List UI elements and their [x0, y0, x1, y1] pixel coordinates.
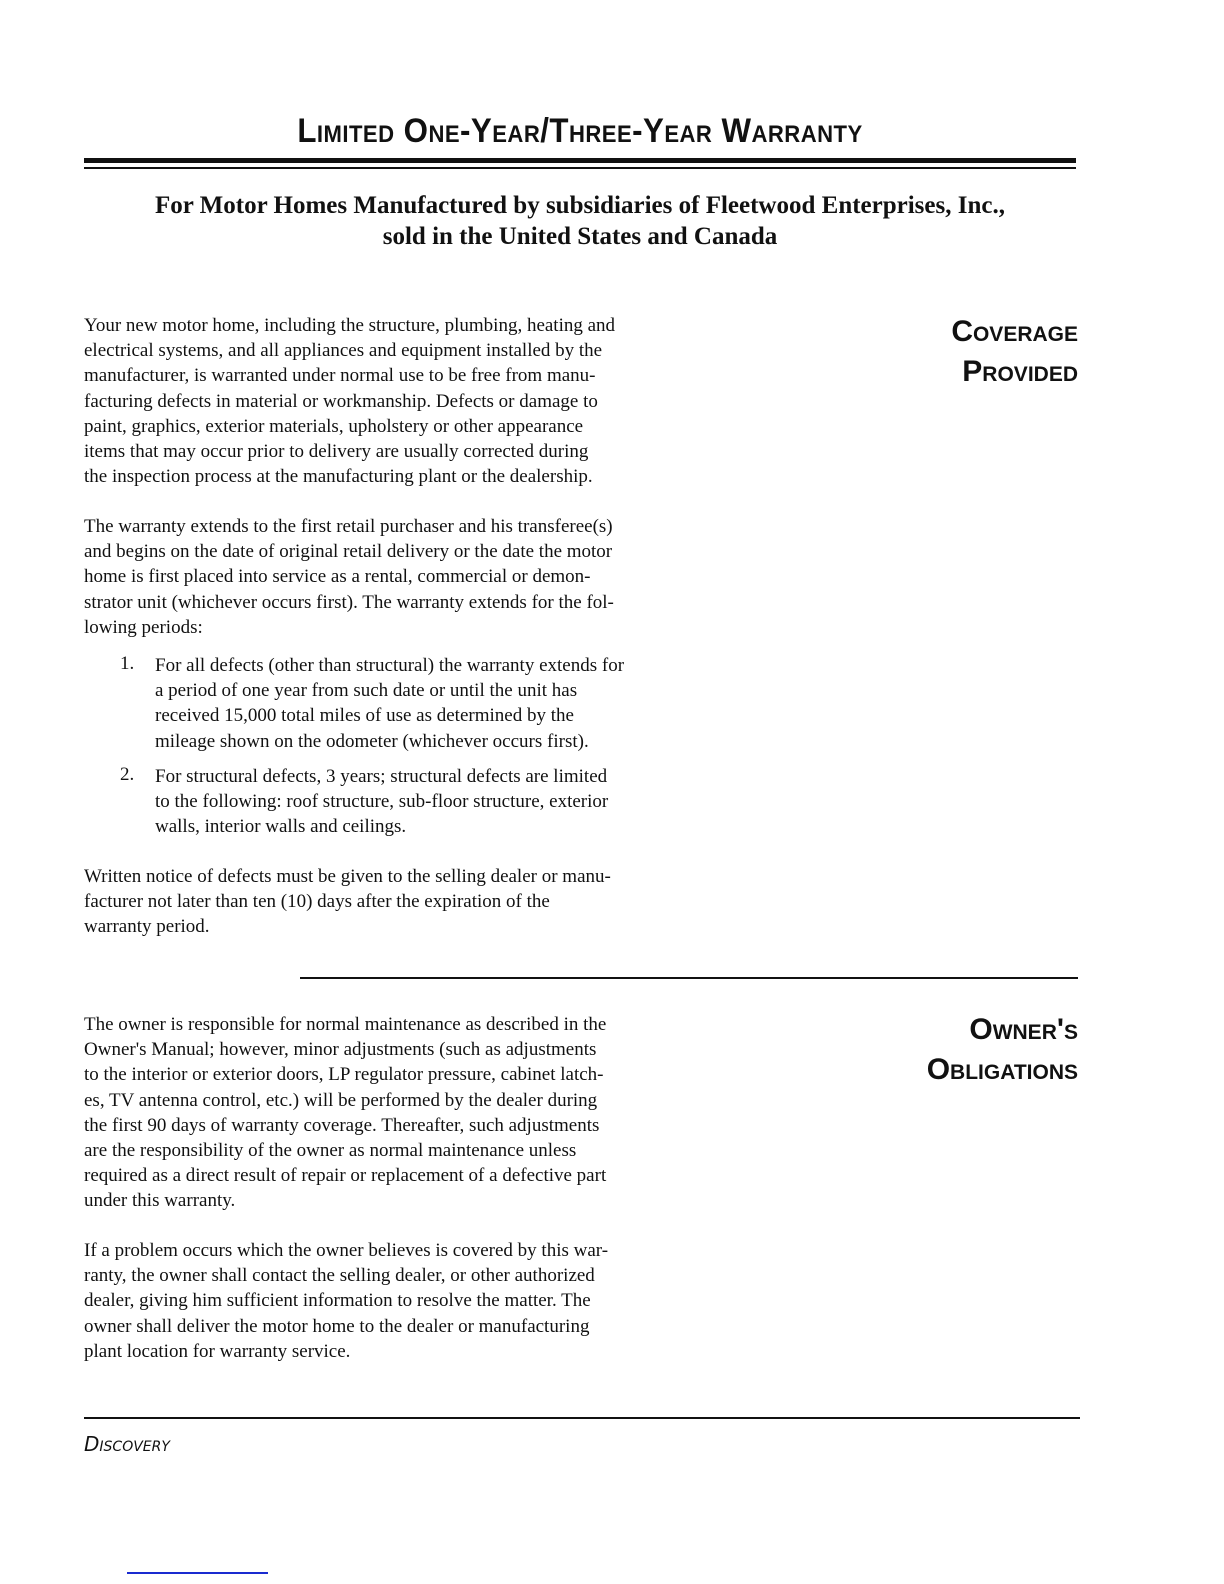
- subtitle-line-2: sold in the United States and Canada: [382, 223, 778, 250]
- paragraph-coverage-2: [84, 514, 614, 640]
- subtitle-line-1: For Motor Homes Manufactured by subsidiaries of Fleetwood Enterprises, Inc.,: [155, 192, 1005, 219]
- text-line: required as a direct result of repair or replacement of a defective part: [84, 1165, 607, 1187]
- text-line: walls, interior walls and ceilings.: [155, 816, 407, 838]
- text-line: are the responsibility of the owner as normal maintenance unless: [84, 1140, 577, 1162]
- text-line: For structural defects, 3 years; structural defects are limited: [155, 766, 608, 787]
- text-line: and begins on the date of original retail delivery or the date the motor: [84, 541, 613, 563]
- text-line: The owner is responsible for normal maintenance as described in the: [84, 1014, 607, 1035]
- page-title: Limited One-Year/Three-Year Warranty: [297, 112, 863, 150]
- text-line: Your new motor home, including the structure, plumbing, heating and: [84, 315, 616, 336]
- text-line: Owner's Manual; however, minor adjustments (such as adjustments: [84, 1039, 597, 1061]
- text-line: facturer not later than ten (10) days after the expiration of the: [84, 891, 550, 913]
- text-line: For all defects (other than structural) the warranty extends for: [155, 655, 625, 676]
- owners-heading-line-2: Obligations: [926, 1053, 1078, 1086]
- text-line: mileage shown on the odometer (whichever occurs first).: [155, 730, 589, 752]
- text-line: warranty period.: [84, 916, 210, 938]
- text-line: es, TV antenna control, etc.) will be performed by the dealer during: [84, 1089, 598, 1111]
- footer-title: Discovery: [84, 1432, 170, 1456]
- coverage-heading-line-2: Provided: [962, 355, 1078, 388]
- coverage-heading: [951, 312, 1078, 392]
- text-line: The warranty extends to the first retail purchaser and his transferee(s): [84, 516, 613, 537]
- text-line: strator unit (whichever occurs first). The warranty extends for the fol-: [84, 591, 614, 613]
- text-line: lowing periods:: [84, 616, 203, 638]
- text-line: to the interior or exterior doors, LP regulator pressure, cabinet latch-: [84, 1064, 604, 1086]
- text-line: electrical systems, and all appliances and equipment installed by the: [84, 340, 603, 362]
- text-line: paint, graphics, exterior materials, upholstery or other appearance: [84, 415, 584, 437]
- text-line: items that may occur prior to delivery are usually corrected during: [84, 441, 589, 463]
- text-line: home is first placed into service as a rental, commercial or demon-: [84, 566, 591, 588]
- paragraph-owners-2: [84, 1238, 608, 1364]
- list-number-1: 1.: [120, 653, 135, 674]
- list-item-2: [155, 764, 608, 840]
- list-number-2: 2.: [120, 764, 135, 785]
- title-rule-thin: [84, 167, 1076, 169]
- text-line: to the following: roof structure, sub-floor structure, exterior: [155, 791, 609, 813]
- text-line: under this warranty.: [84, 1190, 236, 1212]
- text-line: the first 90 days of warranty coverage. Thereafter, such adjustments: [84, 1114, 600, 1136]
- owners-heading: [927, 1010, 1078, 1090]
- paragraph-owners-1: [84, 1012, 606, 1214]
- owners-heading-line-1: Owner's: [969, 1013, 1078, 1046]
- text-line: plant location for warranty service.: [84, 1340, 351, 1362]
- footer-rule: [84, 1417, 1080, 1419]
- text-line: If a problem occurs which the owner believes is covered by this war-: [84, 1240, 609, 1261]
- paragraph-coverage-3: [84, 864, 611, 940]
- text-line: Written notice of defects must be given to the selling dealer or manu-: [84, 866, 611, 887]
- text-line: the inspection process at the manufacturing plant or the dealership.: [84, 466, 593, 488]
- text-line: received 15,000 total miles of use as determined by the: [155, 705, 574, 727]
- text-line: ranty, the owner shall contact the selling dealer, or other authorized: [84, 1265, 595, 1287]
- list-item-1: [155, 653, 624, 754]
- text-line: a period of one year from such date or until the unit has: [155, 680, 578, 702]
- text-line: facturing defects in material or workmanship. Defects or damage to: [84, 390, 598, 412]
- paragraph-coverage-1: [84, 313, 615, 489]
- blue-line: [127, 1572, 268, 1574]
- text-line: owner shall deliver the motor home to the dealer or manufacturing: [84, 1315, 590, 1337]
- title-rule-thick: [84, 158, 1076, 163]
- section-divider: [300, 977, 1078, 979]
- coverage-heading-line-1: Coverage: [951, 315, 1078, 348]
- text-line: manufacturer, is warranted under normal use to be free from manu-: [84, 365, 596, 387]
- text-line: dealer, giving him sufficient information to resolve the matter. The: [84, 1290, 591, 1312]
